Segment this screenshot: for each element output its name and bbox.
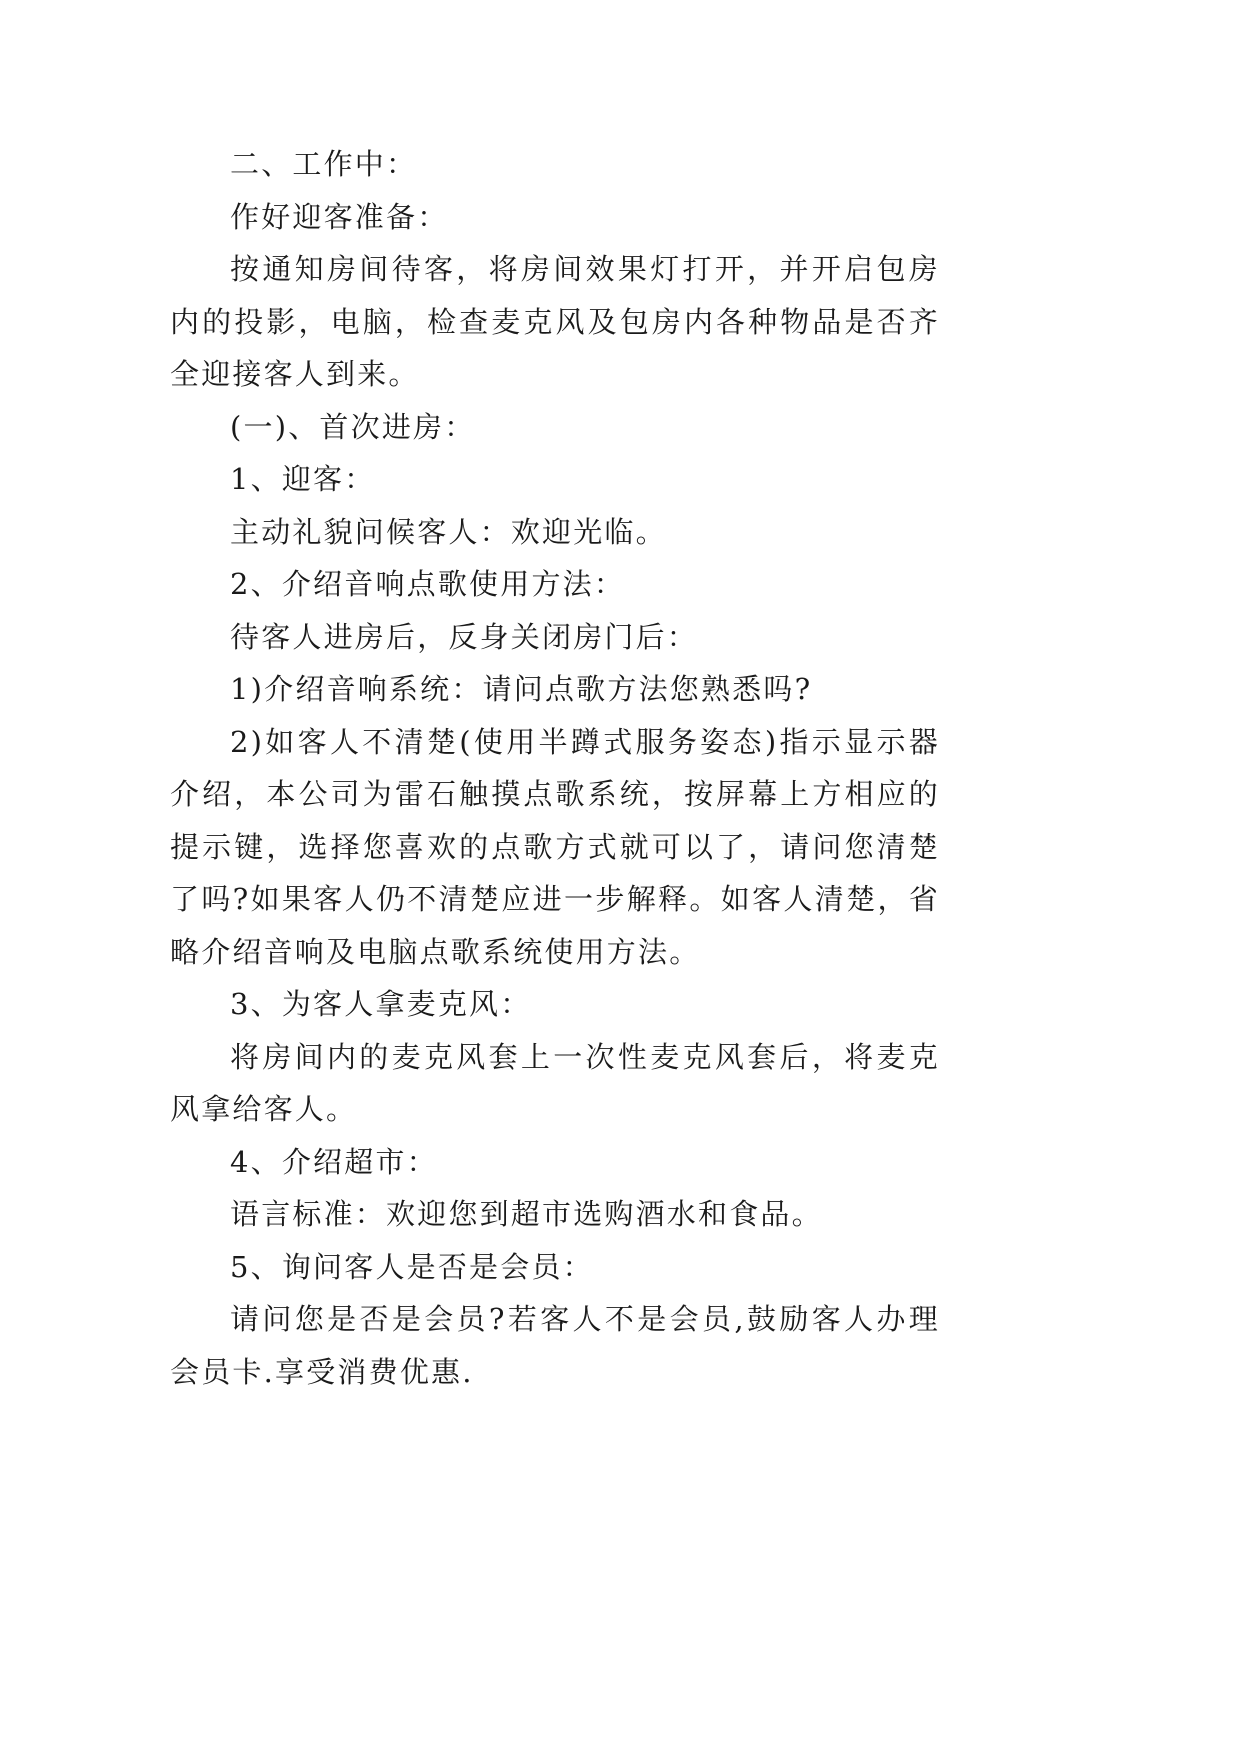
paragraph: 语言标准：欢迎您到超市选购酒水和食品。: [230, 1197, 823, 1231]
paragraph: 按通知房间待客，将房间效果灯打开，并开启包房内的投影，电脑，检查麦克风及包房内各种物品是否齐全迎接客人到来。: [170, 252, 940, 391]
step-heading: 2、介绍音响点歌使用方法：: [230, 567, 626, 601]
step-heading: 1、迎客：: [230, 462, 376, 496]
step-heading: 5、询问客人是否是会员：: [230, 1249, 594, 1284]
step-heading: 3、为客人拿麦克风：: [230, 987, 532, 1021]
paragraph: 主动礼貌问候客人：欢迎光临。: [230, 514, 667, 549]
document-body: [170, 138, 940, 1398]
subheading: (一)、首次进房：: [230, 409, 476, 444]
paragraph: 待客人进房后，反身关闭房门后：: [230, 619, 699, 654]
list-item: 1)介绍音响系统：请问点歌方法您熟悉吗?: [230, 672, 813, 706]
subheading: 作好迎客准备：: [230, 199, 449, 234]
paragraph: 将房间内的麦克风套上一次性麦克风套后，将麦克风拿给客人。: [170, 1039, 940, 1126]
paragraph: 请问您是否是会员?若客人不是会员,鼓励客人办理会员卡.享受消费优惠.: [170, 1302, 940, 1389]
step-heading: 4、介绍超市：: [230, 1144, 438, 1179]
list-item: 2)如客人不清楚(使用半蹲式服务姿态)指示显示器介绍，本公司为雷石触摸点歌系统，按屏幕上方相应的提示键，选择您喜欢的点歌方式就可以了，请问您清楚了吗?如果客人仍不清楚应进一步解释。如客人清楚，省略介绍音响及电脑点歌系统使用方法。: [170, 724, 940, 969]
section-heading: 二、工作中：: [230, 147, 418, 181]
